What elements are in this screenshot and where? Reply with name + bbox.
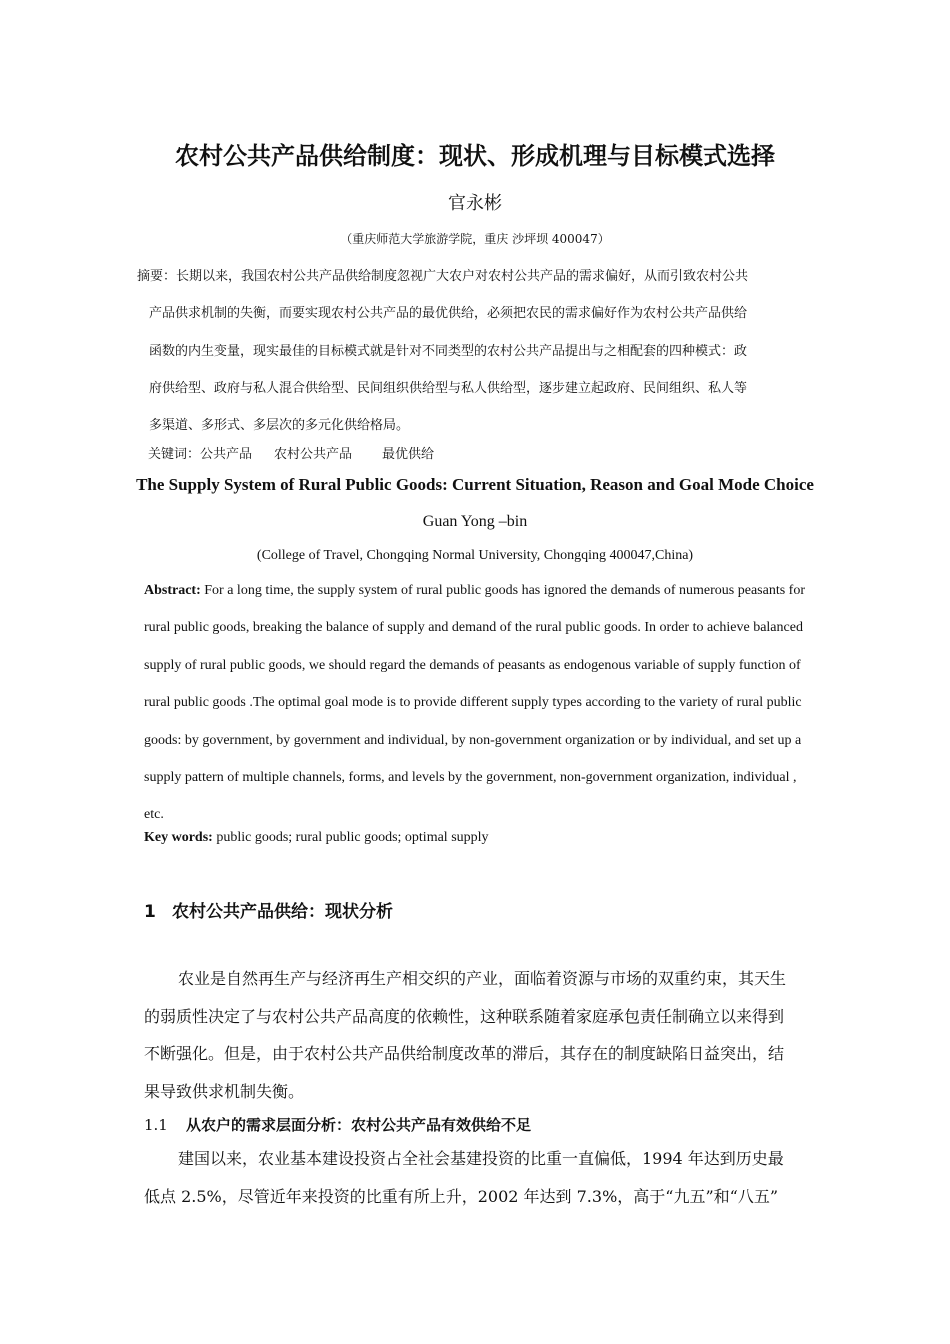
english-author: Guan Yong –bin — [422, 513, 528, 530]
chinese-abstract-line: 函数的内生变量，现实最佳的目标模式就是针对不同类型的农村公共产品提出与之相配套的四种模式：政 — [149, 343, 748, 359]
section-1-heading — [144, 897, 393, 922]
english-abstract-line: etc. — [144, 807, 164, 823]
english-abstract-line — [144, 572, 834, 609]
paragraph-line: 不断强化。但是，由于农村公共产品供给制度改革的滞后，其存在的制度缺陷日益突出，结 — [144, 1044, 785, 1063]
english-abstract-line: supply of rural public goods, we should regard the demands of peasants as endogenous variable of supply function of — [144, 657, 801, 673]
english-keywords-text: public goods; rural public goods; optimal supply — [212, 830, 489, 845]
english-abstract-label: Abstract: — [144, 583, 201, 598]
english-keywords — [144, 830, 489, 846]
paragraph-line: 低点 2.5%，尽管近年来投资的比重有所上升，2002 年达到 7.3%，高于“九五”和“八五” — [144, 1186, 778, 1206]
english-abstract — [144, 572, 834, 834]
chinese-abstract-line: 摘要：长期以来，我国农村公共产品供给制度忽视广大农户对农村公共产品的需求偏好，从而引致农村公共 — [137, 269, 749, 284]
section-1-1-heading — [144, 1114, 531, 1135]
english-abstract-line: goods: by government, by government and individual, by non-government organization or by individual, and set up a — [144, 732, 802, 748]
section-number: 1 — [144, 902, 156, 922]
english-abstract-line: rural public goods .The optimal goal mode is to provide different supply types according to the variety of rural public — [144, 695, 802, 711]
chinese-abstract-line: 多渠道、多形式、多层次的多元化供给格局。 — [149, 418, 410, 434]
section-number: 1.1 — [144, 1116, 168, 1134]
chinese-title: 农村公共产品供给制度：现状、形成机理与目标模式选择 — [175, 142, 775, 170]
section-1-paragraph — [144, 960, 824, 1110]
english-keywords-label: Key words: — [144, 830, 213, 845]
chinese-keyword: 公共产品 — [200, 447, 253, 462]
chinese-keyword: 农村公共产品 — [274, 447, 353, 462]
chinese-keyword: 最优供给 — [382, 447, 435, 462]
section-1-1-paragraph — [144, 1140, 824, 1215]
paragraph-line: 建国以来，农业基本建设投资占全社会基建投资的比重一直偏低，1994 年达到历史最 — [178, 1149, 784, 1168]
section-title: 从农户的需求层面分析：农村公共产品有效供给不足 — [186, 1116, 532, 1134]
chinese-abstract-line: 府供给型、政府与私人混合供给型、民间组织供给型与私人供给型，逐步建立起政府、民间组织、私人等 — [149, 380, 748, 396]
english-title: The Supply System of Rural Public Goods: Current Situation, Reason and Goal Mode Choice — [136, 475, 814, 494]
section-title: 农村公共产品供给：现状分析 — [172, 902, 393, 922]
chinese-keywords-label: 关键词： — [148, 447, 201, 462]
english-affiliation: (College of Travel, Chongqing Normal University, Chongqing 400047,China) — [256, 548, 694, 563]
english-abstract-line: supply pattern of multiple channels, forms, and levels by the government, non-government organization, individual , — [144, 770, 797, 786]
chinese-abstract — [137, 258, 827, 444]
paragraph-line: 农业是自然再生产与经济再生产相交织的产业，面临着资源与市场的双重约束，其天生 — [178, 969, 787, 988]
english-abstract-line: rural public goods, breaking the balance of supply and demand of the rural public goods. In order to achieve balanced — [144, 620, 803, 636]
english-abstract-text: For a long time, the supply system of rural public goods has ignored the demands of numerous peasants for — [200, 583, 805, 598]
chinese-abstract-line: 产品供求机制的失衡，而要实现农村公共产品的最优供给，必须把农民的需求偏好作为农村公共产品供给 — [149, 306, 748, 322]
chinese-author: 官永彬 — [448, 193, 502, 214]
paragraph-line: 的弱质性决定了与农村公共产品高度的依赖性，这种联系随着家庭承包责任制确立以来得到 — [144, 1006, 785, 1026]
chinese-keywords — [148, 443, 434, 462]
chinese-affiliation: （重庆师范大学旅游学院，重庆 沙坪坝 400047） — [340, 232, 610, 246]
paragraph-line: 果导致供求机制失衡。 — [144, 1081, 305, 1101]
